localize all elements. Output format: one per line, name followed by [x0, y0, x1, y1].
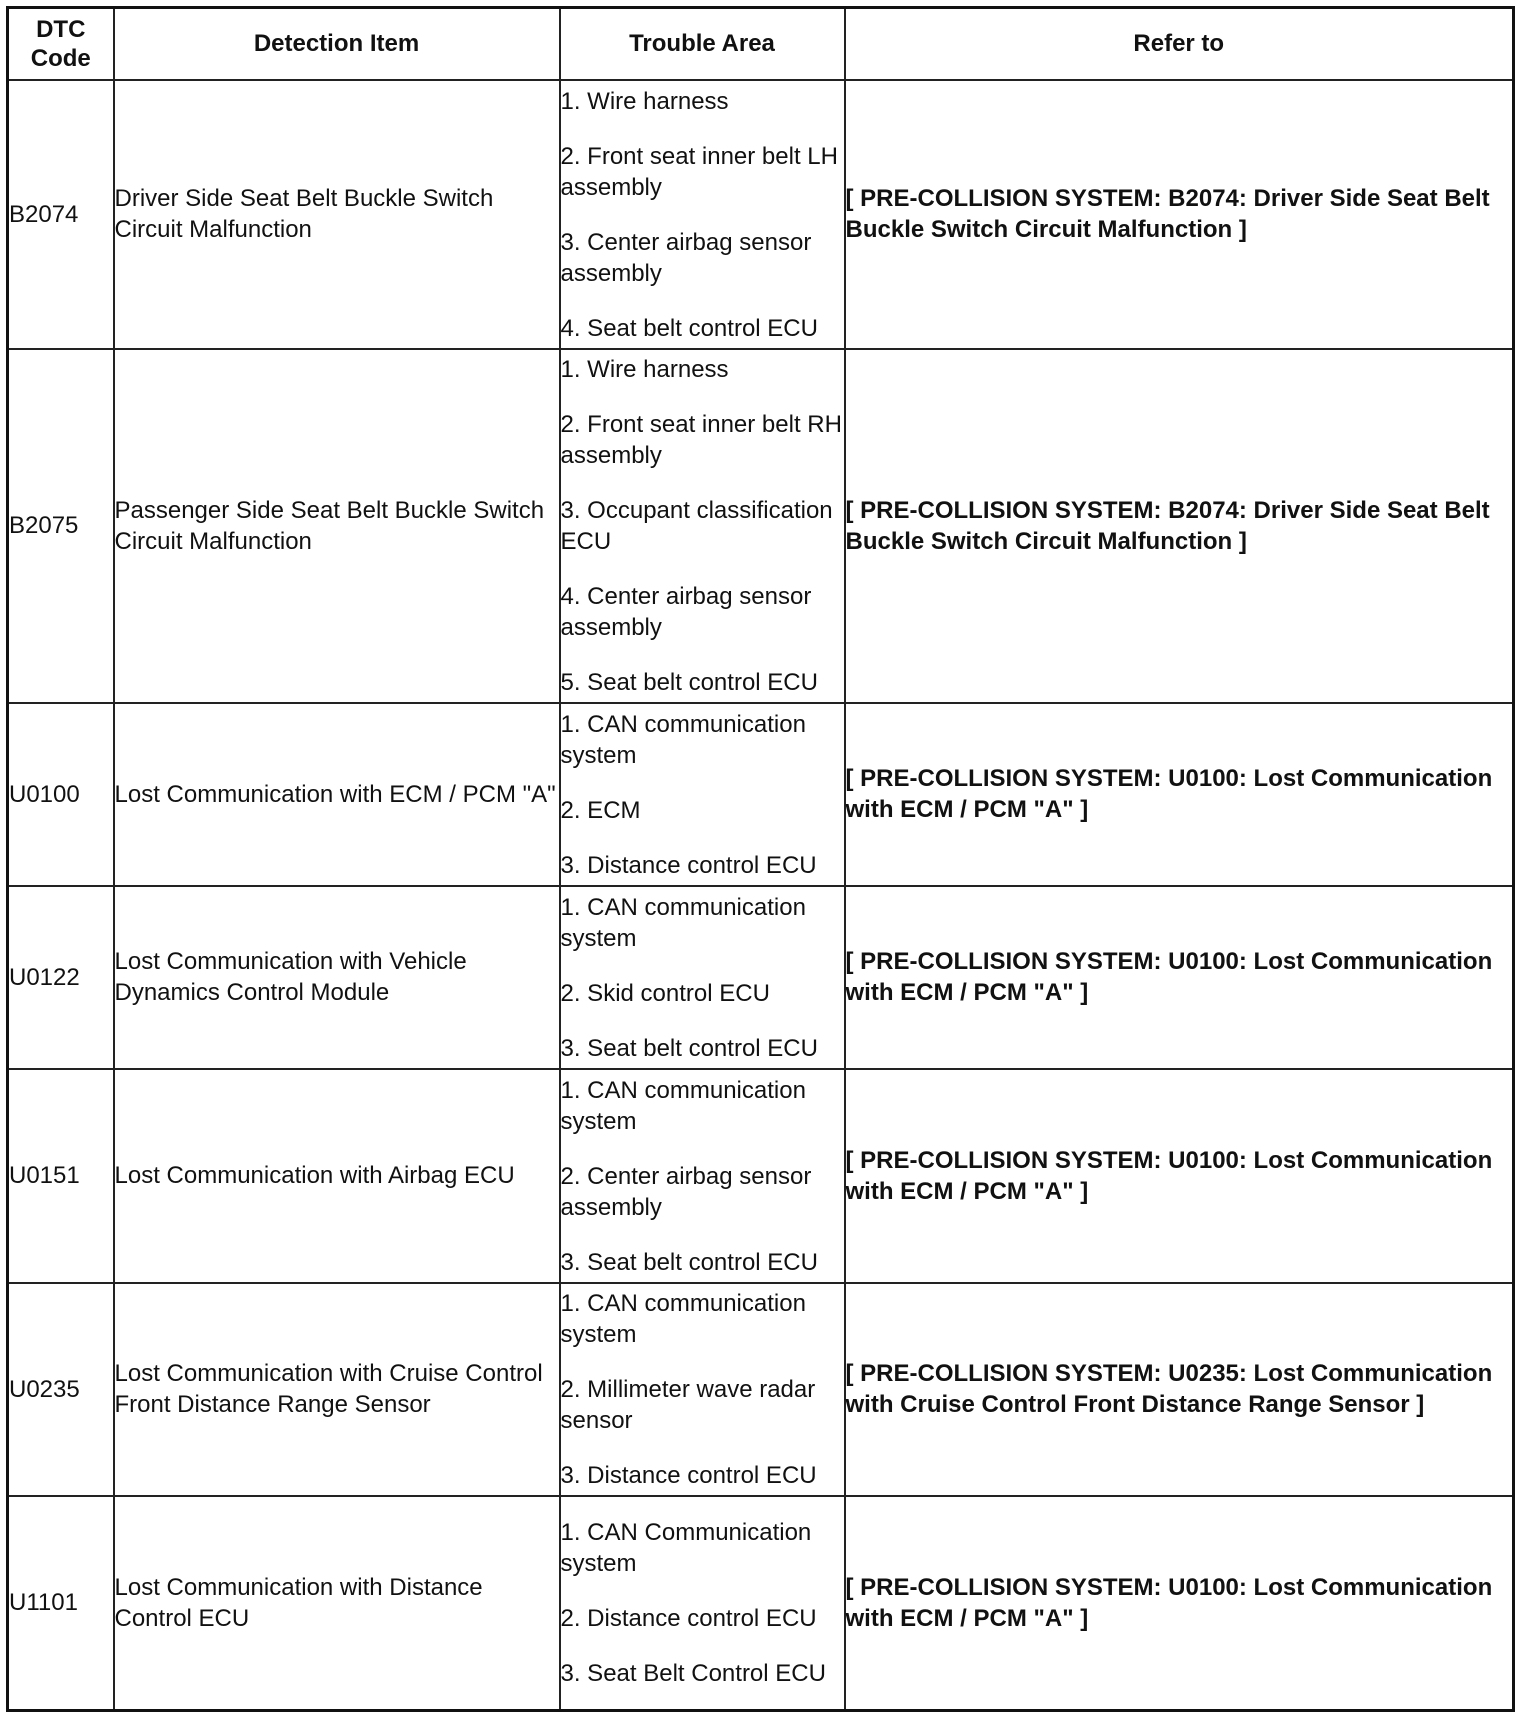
table-row: [8, 1069, 1514, 1283]
table-row: [8, 1496, 1514, 1711]
trouble-area-item: 2. Front seat inner belt RH assembly: [560, 411, 842, 469]
dtc-code-cell: B2075: [8, 349, 114, 703]
detection-item-cell: Lost Communication with Vehicle Dynamics Control Module: [114, 886, 560, 1069]
refer-to-link[interactable]: [ PRE-COLLISION SYSTEM: U0235: Lost Communication with Cruise Control Front Distance Range Sensor ]: [845, 1283, 1514, 1496]
trouble-area-item: 3. Occupant classification ECU: [560, 497, 833, 555]
dtc-code-cell: U0122: [8, 886, 114, 1069]
refer-to-link[interactable]: [ PRE-COLLISION SYSTEM: U0100: Lost Communication with ECM / PCM "A" ]: [845, 1069, 1514, 1283]
trouble-area-cell: [560, 1283, 845, 1496]
trouble-area-cell: [560, 1069, 845, 1283]
refer-to-link[interactable]: [ PRE-COLLISION SYSTEM: U0100: Lost Communication with ECM / PCM "A" ]: [845, 1496, 1514, 1711]
trouble-area-item: 3. Seat belt control ECU: [560, 1248, 818, 1276]
trouble-area-item: 4. Center airbag sensor assembly: [560, 583, 812, 641]
trouble-area-item: 1. CAN Communication system: [560, 1519, 812, 1578]
detection-item-cell: Lost Communication with Cruise Control Front Distance Range Sensor: [114, 1283, 560, 1496]
trouble-area-item: 4. Seat belt control ECU: [560, 314, 818, 342]
table-row: [8, 886, 1514, 1069]
trouble-area-item: 5. Seat belt control ECU: [560, 669, 818, 696]
trouble-area-item: 2. ECM: [560, 796, 641, 824]
detection-item-cell: Lost Communication with ECM / PCM "A": [114, 703, 560, 886]
refer-to-link[interactable]: [ PRE-COLLISION SYSTEM: B2074: Driver Side Seat Belt Buckle Switch Circuit Malfunction ]: [845, 349, 1514, 703]
dtc-table: [6, 6, 1515, 1712]
trouble-area-item: 2. Center airbag sensor assembly: [560, 1162, 812, 1221]
trouble-area-cell: [560, 703, 845, 886]
trouble-area-item: 3. Distance control ECU: [560, 1462, 817, 1489]
header-trouble-area: Trouble Area: [560, 8, 845, 80]
trouble-area-cell: [560, 80, 845, 349]
trouble-area-cell: [560, 349, 845, 703]
trouble-area-item: 3. Seat Belt Control ECU: [560, 1660, 826, 1688]
trouble-area-item: 2. Skid control ECU: [560, 979, 770, 1007]
trouble-area-item: 1. CAN communication system: [560, 1290, 806, 1348]
refer-to-link[interactable]: [ PRE-COLLISION SYSTEM: B2074: Driver Side Seat Belt Buckle Switch Circuit Malfunction ]: [845, 80, 1514, 349]
detection-item-cell: Passenger Side Seat Belt Buckle Switch Circuit Malfunction: [114, 349, 560, 703]
header-row: [8, 8, 1514, 80]
refer-to-link[interactable]: [ PRE-COLLISION SYSTEM: U0100: Lost Communication with ECM / PCM "A" ]: [845, 703, 1514, 886]
header-refer-to: Refer to: [845, 8, 1514, 80]
trouble-area-item: 3. Center airbag sensor assembly: [560, 228, 812, 287]
trouble-area-item: 2. Distance control ECU: [560, 1605, 817, 1633]
trouble-area-item: 2. Front seat inner belt LH assembly: [560, 142, 838, 201]
trouble-area-item: 3. Distance control ECU: [560, 851, 817, 879]
trouble-area-item: 2. Millimeter wave radar sensor: [560, 1376, 816, 1434]
detection-item-cell: Lost Communication with Airbag ECU: [114, 1069, 560, 1283]
dtc-code-cell: U0151: [8, 1069, 114, 1283]
table-row: [8, 349, 1514, 703]
header-dtc-code: DTC Code: [8, 8, 114, 80]
trouble-area-cell: [560, 886, 845, 1069]
dtc-code-cell: B2074: [8, 80, 114, 349]
trouble-area-item: 3. Seat belt control ECU: [560, 1034, 818, 1062]
table-row: [8, 1283, 1514, 1496]
dtc-code-cell: U1101: [8, 1496, 114, 1711]
table-row: [8, 703, 1514, 886]
trouble-area-cell: [560, 1496, 845, 1711]
trouble-area-item: 1. CAN communication system: [560, 893, 806, 952]
trouble-area-item: 1. CAN communication system: [560, 710, 806, 769]
detection-item-cell: Lost Communication with Distance Control ECU: [114, 1496, 560, 1711]
detection-item-cell: Driver Side Seat Belt Buckle Switch Circuit Malfunction: [114, 80, 560, 349]
refer-to-link[interactable]: [ PRE-COLLISION SYSTEM: U0100: Lost Communication with ECM / PCM "A" ]: [845, 886, 1514, 1069]
trouble-area-item: 1. CAN communication system: [560, 1076, 806, 1135]
trouble-area-item: 1. Wire harness: [560, 87, 729, 115]
header-detection-item: Detection Item: [114, 8, 560, 80]
table-row: [8, 80, 1514, 349]
dtc-code-cell: U0235: [8, 1283, 114, 1496]
dtc-code-cell: U0100: [8, 703, 114, 886]
trouble-area-item: 1. Wire harness: [560, 356, 729, 383]
